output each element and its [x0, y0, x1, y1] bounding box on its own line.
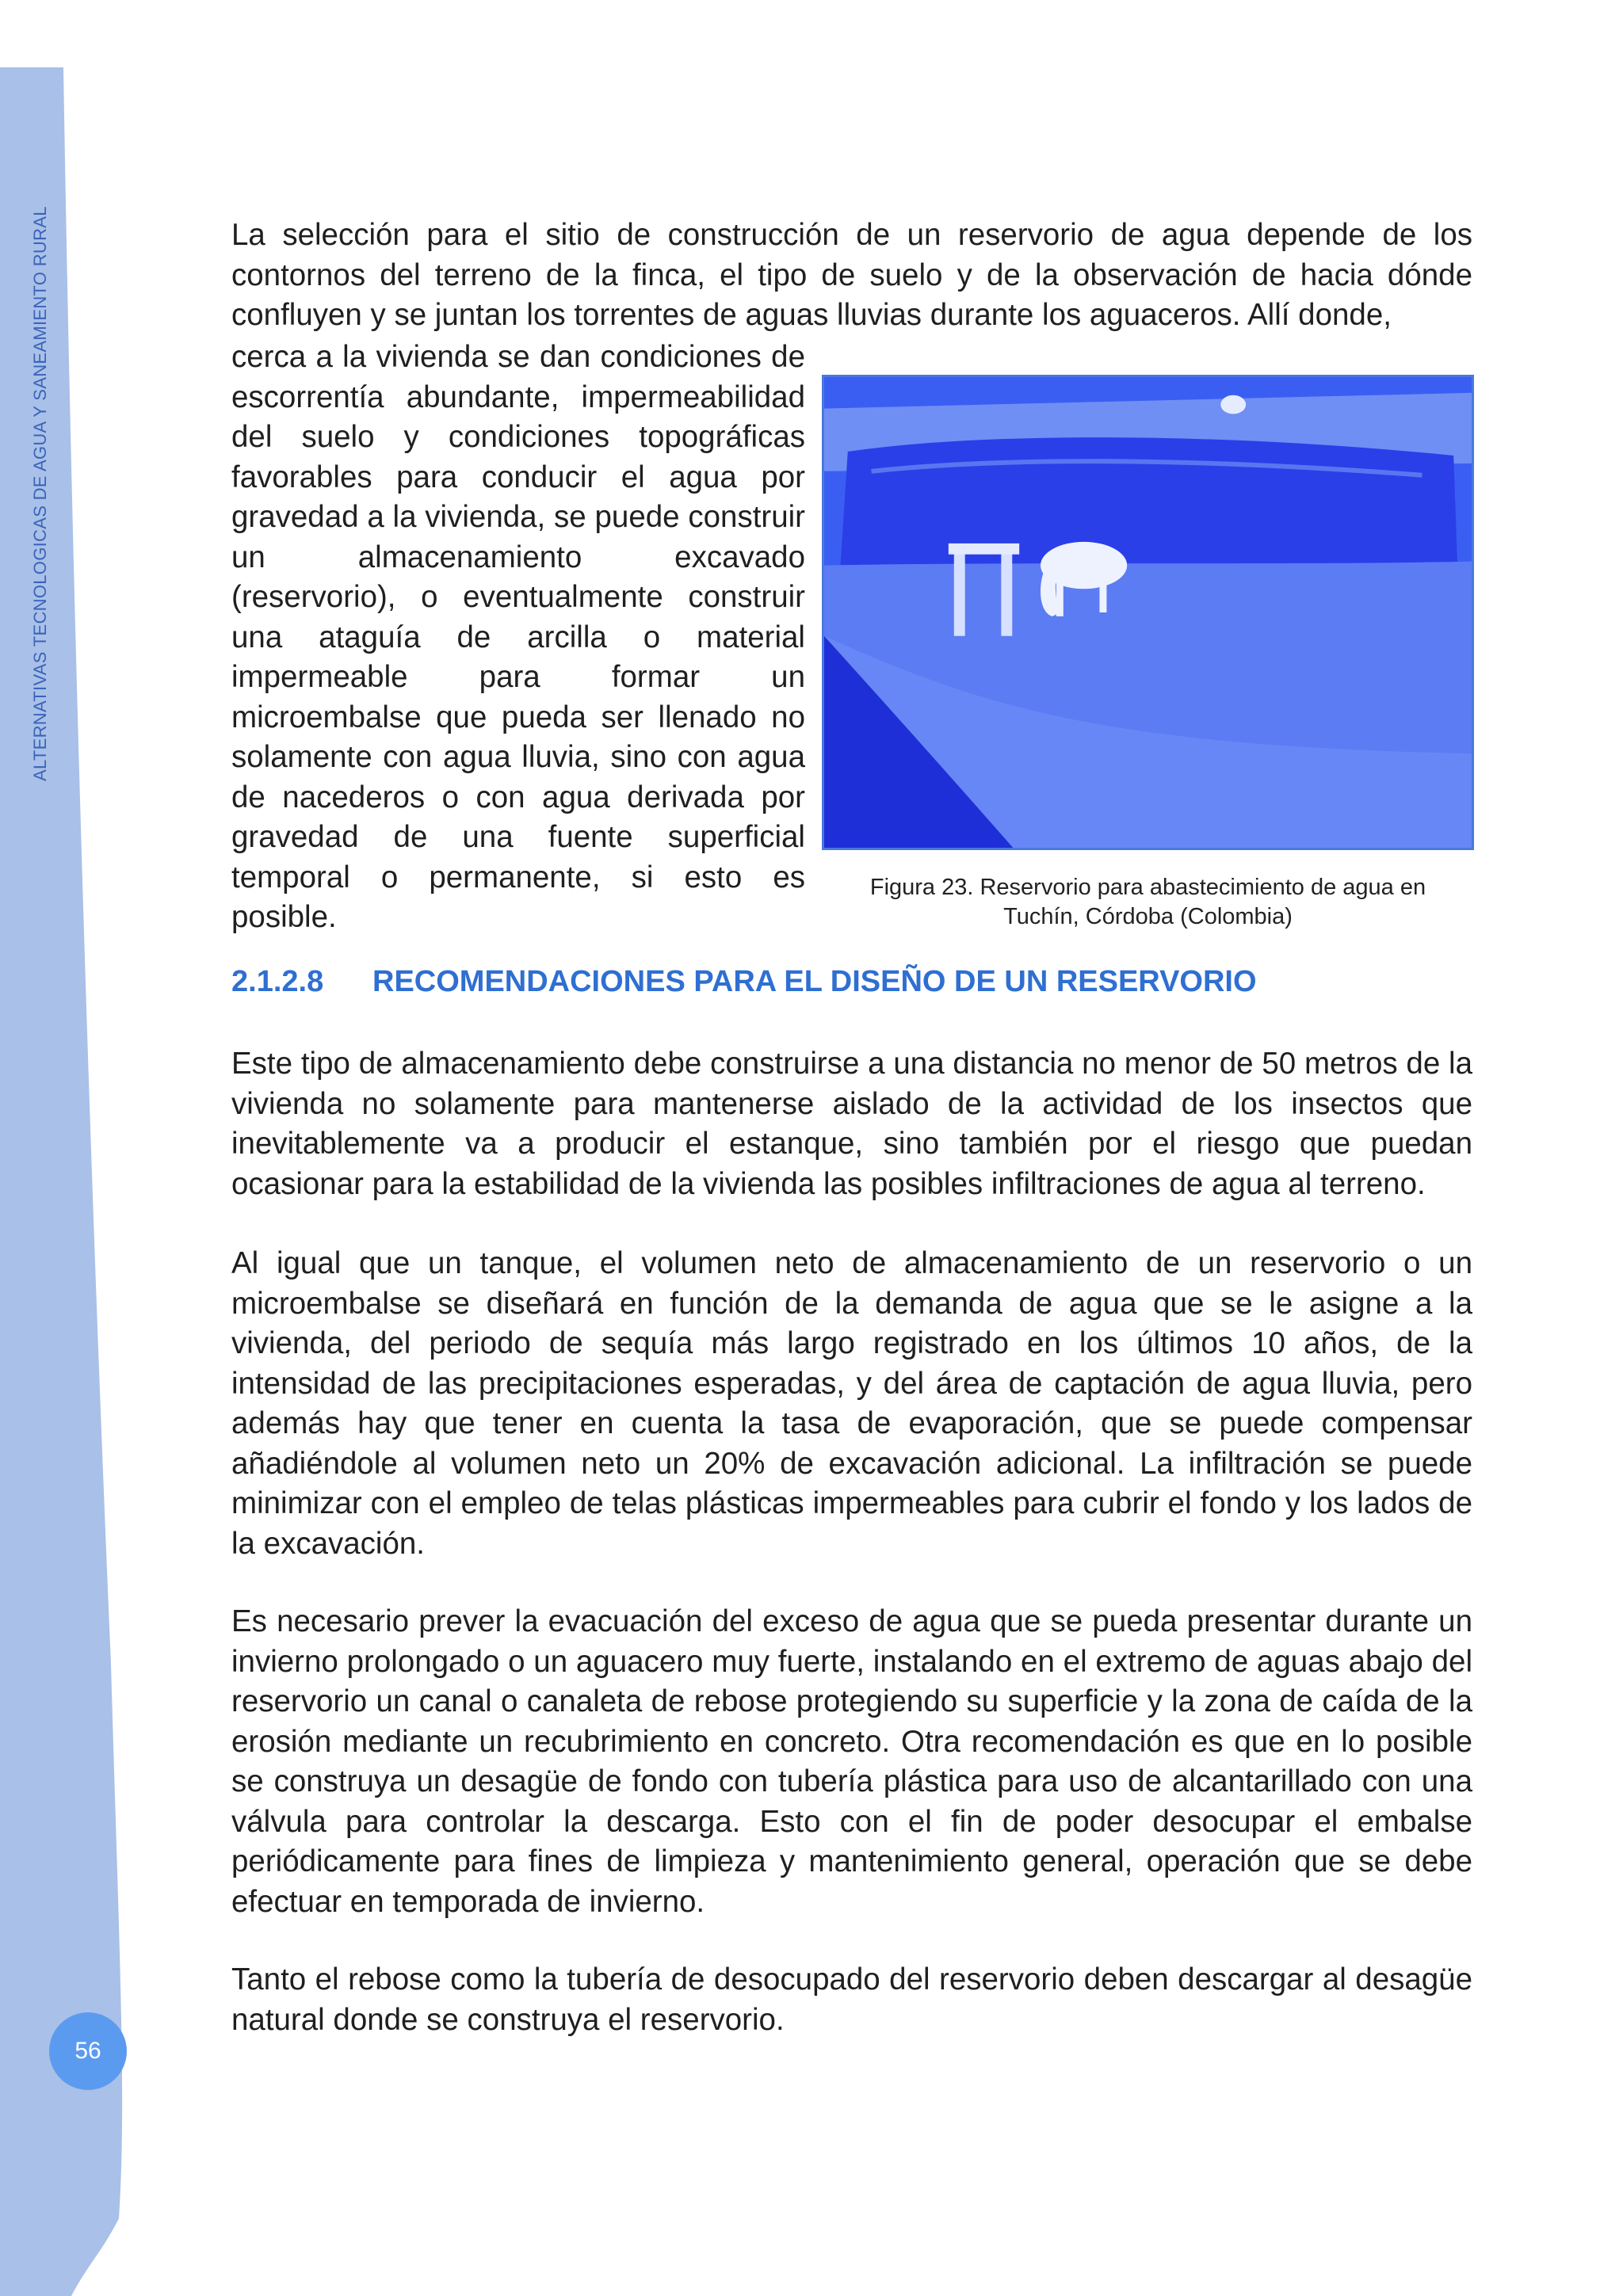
paragraph-text: Tanto el rebose como la tubería de desocupado del reservorio deben descargar al desagüe natural donde se construya el reservorio. — [231, 1962, 1472, 2037]
intro-column — [231, 338, 805, 938]
section-title: RECOMENDACIONES PARA EL DISEÑO DE UN RESERVORIO — [372, 965, 1257, 998]
running-title: ALTERNATIVAS TECNOLOGICAS DE AGUA Y SANEAMIENTO RURAL — [30, 206, 50, 781]
paragraph-3 — [231, 1602, 1472, 1922]
intro-wrapped-text: cerca a la vivienda se dan condiciones de escorrentía abundante, impermeabilidad del suelo y condiciones topográficas favorables para conducir el agua por gravedad a la vivienda, se puede construir un almacenamiento excavado (reservorio), o eventualmente construir una ataguía de arcilla o material impermeable para formar un microembalse que pueda ser llenado no solamente con agua lluvia, sino con agua de nacederos o con agua derivada por gravedad de una fuente superficial temporal o permanente, si esto es posible. — [231, 340, 805, 934]
figure-caption — [822, 873, 1474, 932]
paragraph-4 — [231, 1960, 1472, 2040]
intro-lead: La selección para el sitio de construcción de un reservorio de agua depende de los contornos del terreno de la finca, el tipo de suelo y de la observación de hacia dónde confluyen y se juntan los torrentes de aguas lluvias durante los aguaceros. Allí donde, — [231, 218, 1472, 332]
paragraph-text: Es necesario prever la evacuación del exceso de agua que se pueda presentar durante un invierno prolongado o un aguacero muy fuerte, instalando en el extremo de aguas abajo del reservorio un canal o canaleta de rebose protegiendo su superficie y la zona de caída de la erosión mediante un recubrimiento en concreto. Otra recomendación es que en lo posible se construya un desagüe de fondo con tubería plástica para uso de alcantarillado con una válvula para controlar la descarga. Esto con el fin de poder desocupar el embalse periódicamente para fines de limpieza y mantenimiento general, operación que se debe efectuar en temporada de invierno. — [231, 1604, 1472, 1919]
paragraph-text: Este tipo de almacenamiento debe construirse a una distancia no menor de 50 metros de la vivienda no solamente para mantenerse aislado de la actividad de los insectos que inevitablemente va a producir el estanque, sino también por el riesgo que puedan ocasionar para la estabilidad de la vivienda las posibles infiltraciones de agua al terreno. — [231, 1047, 1472, 1201]
section-number: 2.1.2.8 — [231, 965, 324, 998]
paragraph-1 — [231, 1044, 1472, 1204]
figure-caption-line-2: Tuchín, Córdoba (Colombia) — [1003, 904, 1293, 929]
paragraph-2 — [231, 1244, 1472, 1564]
intro-lead-block — [231, 215, 1472, 336]
paragraph-text: Al igual que un tanque, el volumen neto de almacenamiento de un reservorio o un microembalse se diseñará en función de la demanda de agua que se le asigne a la vivienda, del periodo de sequía más largo registrado en los últimos 10 años, de la intensidad de las precipitaciones esperadas, y del área de captación de agua lluvia, pero además hay que tener en cuenta la tasa de evaporación, que se puede compensar añadiéndole al volumen neto un 20% de excavación adicional. La infiltración se puede minimizar con el empleo de telas plásticas impermeables para cubrir el fondo y los lados de la excavación. — [231, 1246, 1472, 1561]
figure-caption-line-1: Figura 23. Reservorio para abastecimiento de agua en — [869, 875, 1426, 900]
section-heading — [231, 965, 1472, 999]
sidebar-band — [0, 0, 135, 2296]
reservoir-photo — [822, 375, 1474, 850]
page-number: 56 — [49, 2012, 127, 2090]
reservoir-illustration — [824, 377, 1472, 848]
